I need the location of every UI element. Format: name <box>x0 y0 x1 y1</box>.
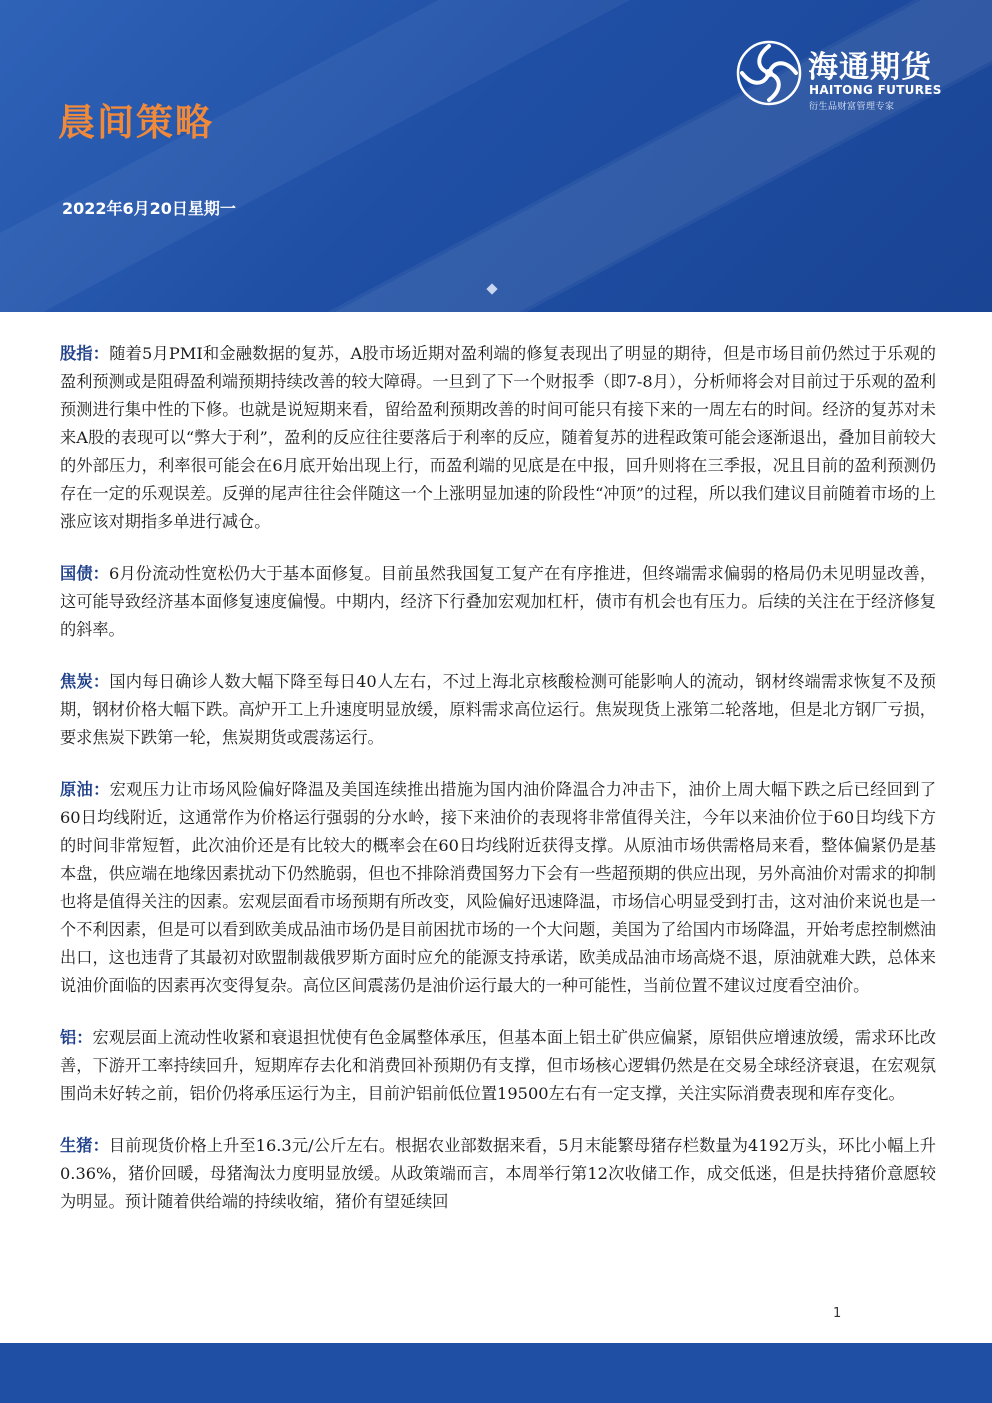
section-text: 6月份流动性宽松仍大于基本面修复。目前虽然我国复工复产在有序推进，但终端需求偏弱的格局仍未见明显改善，这可能导致经济基本面修复速度偏慢。中期内，经济下行叠加宏观加杠杆，债市有机会也有压力。后续的关注在于经济修复的斜率。 <box>60 564 937 639</box>
section-text: 国内每日确诊人数大幅下降至每日40人左右，不过上海北京核酸检测可能影响人的流动，钢材终端需求恢复不及预期，钢材价格大幅下跌。高炉开工上升速度明显放缓，原料需求高位运行。焦炭现货上涨第二轮落地，但是北方钢厂亏损，要求焦炭下跌第一轮，焦炭期货或震荡运行。 <box>60 672 936 747</box>
section-label: 焦炭： <box>60 672 110 691</box>
company-logo <box>736 40 966 112</box>
section-text: 随着5月PMI和金融数据的复苏，A股市场近期对盈利端的修复表现出了明显的期待，但是市场目前仍然过于乐观的盈利预测或是阻碍盈利端预期持续改善的较大障碍。一旦到了下一个财报季（即7-8月），分析师将会对目前过于乐观的盈利预测进行集中性的下修。也就是说短期来看，留给盈利预期改善的时间可能只有接下来的一周左右的时间。经济的复苏对未来A股的表现可以“弊大于利”，盈利的反应往往要落后于利率的反应，随着复苏的进程政策可能会逐渐退出，叠加目前较大的外部压力，利率很可能会在6月底开始出现上行，而盈利端的见底是在中报，回升则将在三季报，况且目前的盈利预测仍存在一定的乐观误差。反弹的尾声往往会伴随这一个上涨明显加速的阶段性“冲顶”的过程，所以我们建议目前随着市场的上涨应该对期指多单进行减仓。 <box>60 344 936 531</box>
footer-bar <box>0 1343 992 1403</box>
report-body <box>60 340 936 1240</box>
section-label: 国债： <box>60 564 110 583</box>
report-date: 2022年6月20日星期一 <box>62 199 236 218</box>
section-label: 股指： <box>60 344 110 363</box>
section-crude-oil <box>60 776 936 1000</box>
section-stock-index <box>60 340 936 536</box>
section-label: 原油： <box>60 780 110 799</box>
section-treasury <box>60 560 936 644</box>
page-title: 晨间策略 <box>58 100 214 144</box>
logo-tagline: 衍生品财富管理专家 <box>809 102 895 112</box>
section-text: 宏观压力让市场风险偏好降温及美国连续推出措施为国内油价降温合力冲击下，油价上周大幅下跌之后已经回到了60日均线附近，这通常作为价格运行强弱的分水岭，接下来油价的表现将非常值得关注，今年以来油价位于60日均线下方的时间非常短暂，此次油价还是有比较大的概率会在60日均线附近获得支撑。从原油市场供需格局来看，整体偏紧仍是基本盘，供应端在地缘因素扰动下仍然脆弱，但也不排除消费国努力下会有一些超预期的供应出现，另外高油价对需求的抑制也将是值得关注的因素。宏观层面看市场预期有所改变，风险偏好迅速降温，市场信心明显受到打击，这对油价来说也是一个不利因素，但是可以看到欧美成品油市场仍是目前困扰市场的一个大问题，美国为了给国内市场降温，开始考虑控制燃油出口，这也违背了其最初对欧盟制裁俄罗斯方面时应允的能源支持承诺，欧美成品油市场高烧不退，原油就难大跌，总体来说油价面临的因素再次变得复杂。高位区间震荡仍是油价运行最大的一种可能性，当前位置不建议过度看空油价。 <box>60 780 937 995</box>
section-coke <box>60 668 936 752</box>
section-label: 铝： <box>60 1028 93 1047</box>
haitong-logo-icon <box>736 40 802 106</box>
section-label: 生猪： <box>60 1136 109 1155</box>
section-aluminum <box>60 1024 936 1108</box>
logo-name-cn: 海通期货 <box>808 50 932 85</box>
section-text: 宏观层面上流动性收紧和衰退担忧使有色金属整体承压，但基本面上铝土矿供应偏紧，原铝供应增速放缓，需求环比改善，下游开工率持续回升，短期库存去化和消费回补预期仍有支撑，但市场核心逻辑仍然是在交易全球经济衰退，在宏观氛围尚未好转之前，铝价仍将承压运行为主，目前沪铝前低位置19500左右有一定支撑，关注实际消费表现和库存变化。 <box>60 1028 937 1103</box>
header-banner <box>0 0 992 312</box>
page-number: 1 <box>833 1306 842 1321</box>
section-hog <box>60 1132 936 1216</box>
logo-name-en: HAITONG FUTURES <box>809 83 942 97</box>
section-text: 目前现货价格上升至16.3元/公斤左右。根据农业部数据来看，5月末能繁母猪存栏数量为4192万头，环比小幅上升0.36%，猪价回暖，母猪淘汰力度明显放缓。从政策端而言，本周举行第12次收储工作，成交低迷，但是扶持猪价意愿较为明显。预计随着供给端的持续收缩，猪价有望延续回 <box>60 1136 936 1211</box>
